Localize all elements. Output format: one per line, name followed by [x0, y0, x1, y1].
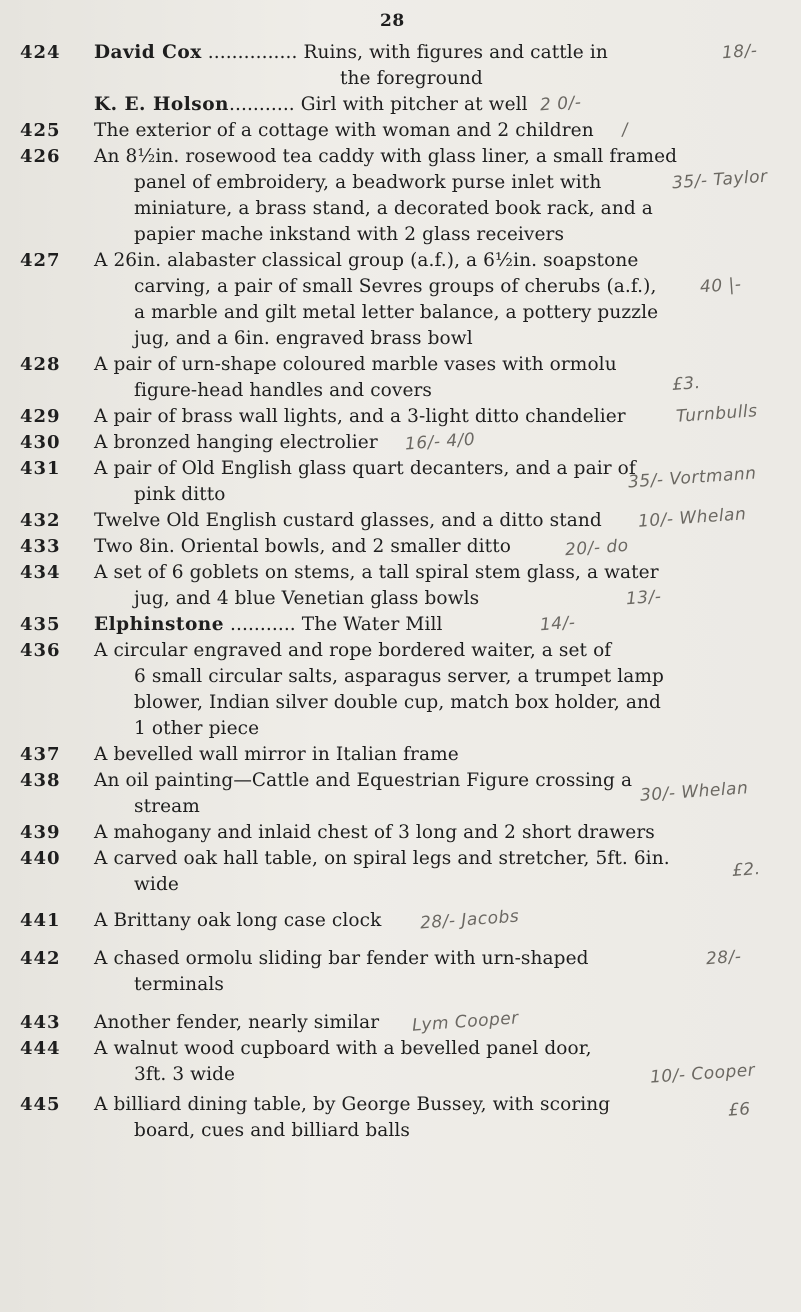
handwritten-price: 40 |-	[699, 274, 743, 298]
lot-line: miniature, a brass stand, a decorated book rack, and a	[134, 198, 653, 219]
lot-number: 436	[20, 640, 61, 661]
lot-line: A pair of Old English glass quart decanters, and a pair of	[94, 458, 636, 479]
handwritten-price: 35/- Vortmann	[627, 463, 758, 493]
lot-line: terminals	[134, 974, 224, 995]
lot-line: jug, and a 6in. engraved brass bowl	[134, 328, 473, 349]
artist-name: David Cox	[94, 42, 202, 63]
lot-number: 445	[20, 1094, 61, 1115]
lot-number: 429	[20, 406, 61, 427]
lot-line	[94, 612, 791, 638]
handwritten-price: 14/-	[539, 612, 577, 636]
leader-dots: ...........	[224, 614, 296, 635]
artist-name: K. E. Holson	[94, 94, 229, 115]
lot-number: 425	[20, 120, 61, 141]
handwritten-price: £3.	[671, 373, 702, 395]
lot-number: 431	[20, 458, 61, 479]
handwritten-price: 28/-	[705, 946, 743, 970]
lot-number: 424	[20, 42, 61, 63]
lot-line: A bevelled wall mirror in Italian frame	[94, 744, 459, 765]
lot-line: figure-head handles and covers	[134, 380, 433, 401]
lot-line: Another fender, nearly similar	[94, 1012, 380, 1033]
lot-number: 437	[20, 744, 61, 765]
leader-dots: ...............	[201, 42, 298, 63]
handwritten-price: 10/- Whelan	[637, 504, 747, 532]
lot-line: the foreground	[340, 68, 483, 89]
handwritten-price: 2 0/-	[539, 92, 583, 116]
handwritten-buyer: Turnbulls	[675, 401, 759, 427]
handwritten-price: 18/-	[721, 40, 759, 64]
lot-line: A set of 6 goblets on stems, a tall spiral stem glass, a water	[94, 562, 659, 583]
page-number: 28	[380, 11, 405, 31]
lot-number: 444	[20, 1038, 61, 1059]
lot-number: 439	[20, 822, 61, 843]
lot-line: A pair of urn-shape coloured marble vases with ormolu	[94, 354, 617, 375]
lot-line: A carved oak hall table, on spiral legs and stretcher, 5ft. 6in.	[94, 848, 670, 869]
handwritten-price: £6	[727, 1099, 752, 1121]
lot-number: 432	[20, 510, 61, 531]
handwritten-price: 16/- 4/0	[404, 429, 476, 455]
lot-line: A 26in. alabaster classical group (a.f.), a 6½in. soapstone	[94, 250, 639, 271]
artist-name: Elphinstone	[94, 614, 225, 635]
lot-line	[94, 92, 791, 118]
lot-line: jug, and 4 blue Venetian glass bowls	[134, 588, 480, 609]
handwritten-price: £2.	[731, 859, 762, 881]
lot-line: An 8½in. rosewood tea caddy with glass liner, a small framed	[94, 146, 678, 167]
lot-line: A walnut wood cupboard with a bevelled panel door,	[94, 1038, 592, 1059]
lot-line: pink ditto	[134, 484, 226, 505]
handwritten-price: 20/- do	[564, 535, 630, 561]
leader-dots: ...........	[229, 94, 295, 115]
handwritten-price: 10/- Cooper	[649, 1060, 756, 1088]
lot-number: 428	[20, 354, 61, 375]
lot-number: 438	[20, 770, 61, 791]
lot-line: A pair of brass wall lights, and a 3-light ditto chandelier	[94, 406, 626, 427]
lot-line: blower, Indian silver double cup, match box holder, and	[134, 692, 661, 713]
lot-number: 443	[20, 1012, 61, 1033]
lot-line: panel of embroidery, a beadwork purse inlet with	[134, 172, 602, 193]
handwritten-mark: /	[621, 119, 629, 141]
handwritten-price: 35/- Taylor	[671, 166, 769, 194]
lot-number: 441	[20, 910, 61, 931]
lot-line: Two 8in. Oriental bowls, and 2 smaller ditto	[94, 536, 511, 557]
lot-line: The exterior of a cottage with woman and 2 children	[94, 120, 594, 141]
lot-description: The Water Mill	[295, 614, 443, 635]
lot-line: wide	[134, 874, 179, 895]
lot-description: Ruins, with figures and cattle in	[297, 42, 608, 63]
lot-line: papier mache inkstand with 2 glass receivers	[134, 224, 565, 245]
handwritten-price: 28/- Jacobs	[419, 906, 520, 934]
lot-line: carving, a pair of small Sevres groups of cherubs (a.f.),	[134, 276, 657, 297]
lot-number: 433	[20, 536, 61, 557]
lot-number: 426	[20, 146, 61, 167]
lot-number: 434	[20, 562, 61, 583]
lot-line: stream	[134, 796, 200, 817]
lot-line: A Brittany oak long case clock	[94, 910, 382, 931]
lot-line: A chased ormolu sliding bar fender with urn-shaped	[94, 948, 589, 969]
lot-number: 430	[20, 432, 61, 453]
lot-line: a marble and gilt metal letter balance, a pottery puzzle	[134, 302, 659, 323]
lot-number: 435	[20, 614, 61, 635]
lot-number: 442	[20, 948, 61, 969]
lot-line: 6 small circular salts, asparagus server, a trumpet lamp	[134, 666, 664, 687]
lot-line: A billiard dining table, by George Bussey, with scoring	[94, 1094, 611, 1115]
lot-line: Twelve Old English custard glasses, and a ditto stand	[94, 510, 602, 531]
lot-description: Girl with pitcher at well	[294, 94, 528, 115]
lot-number: 440	[20, 848, 61, 869]
handwritten-price: 13/-	[625, 586, 663, 610]
lot-line: board, cues and billiard balls	[134, 1120, 411, 1141]
lot-line: A mahogany and inlaid chest of 3 long and 2 short drawers	[94, 822, 655, 843]
lot-line: A bronzed hanging electrolier	[94, 432, 378, 453]
handwritten-buyer: Lym Cooper	[411, 1008, 520, 1036]
lot-line: A circular engraved and rope bordered waiter, a set of	[94, 640, 612, 661]
lot-line	[94, 40, 791, 66]
lot-line: 3ft. 3 wide	[134, 1064, 236, 1085]
handwritten-price: 30/- Whelan	[639, 778, 749, 806]
lot-number: 427	[20, 250, 61, 271]
lot-line: 1 other piece	[134, 718, 260, 739]
lot-line: An oil painting—Cattle and Equestrian Figure crossing a	[94, 770, 633, 791]
